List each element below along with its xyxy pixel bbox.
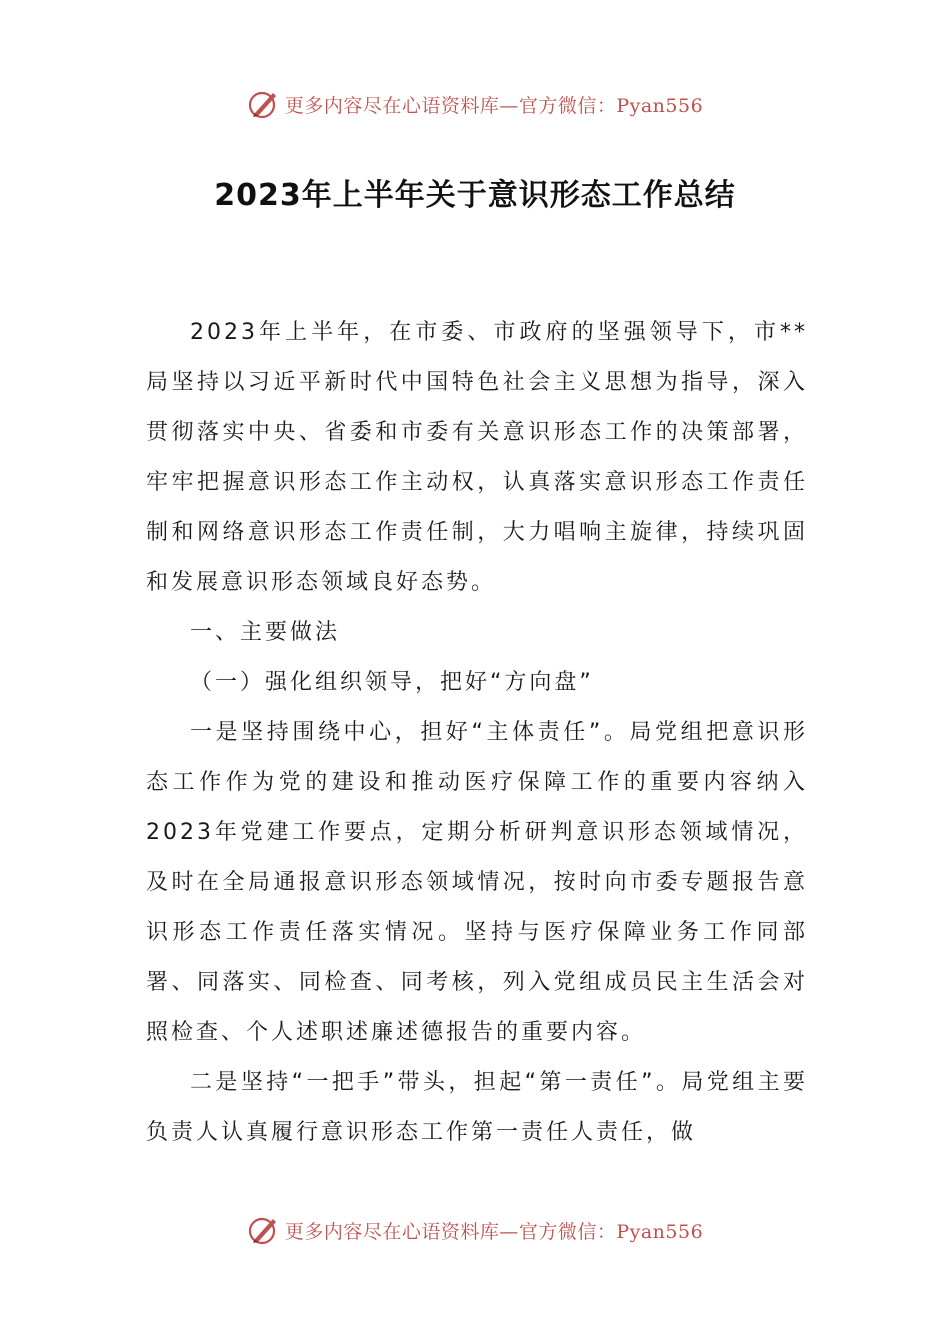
subsection-heading: （一）强化组织领导，把好“方向盘” (190, 670, 594, 695)
watermark-header (0, 84, 950, 124)
paragraph-point-one: 一是坚持围绕中心，担好“主体责任”。局党组把意识形态工作作为党的建设和推动医疗保障工作的重要内容纳入2023年党建工作要点，定期分析研判意识形态领域情况，及时在全局通报意识形态领域情况，按时向市委专题报告意识形态工作责任落实情况。坚持与医疗保障业务工作同部署、同落实、同检查、同考核，列入党组成员民主生活会对照检查、个人述职述廉述德报告的重要内容。 (146, 720, 808, 1045)
watermark-text: 更多内容尽在心语资料库—官方微信：Pyan556 (284, 94, 704, 117)
paragraph-intro: 2023年上半年，在市委、市政府的坚强领导下，市**局坚持以习近平新时代中国特色社会主义思想为指导，深入贯彻落实中央、省委和市委有关意识形态工作的决策部署，牢牢把握意识形态工作主动权，认真落实意识形态工作责任制和网络意识形态工作责任制，大力唱响主旋律，持续巩固和发展意识形态领域良好态势。 (146, 320, 808, 595)
section-heading: 一、主要做法 (190, 620, 341, 645)
watermark-text: 更多内容尽在心语资料库—官方微信：Pyan556 (284, 1220, 704, 1243)
pen-logo-icon (247, 87, 281, 121)
paragraph-point-two: 二是坚持“一把手”带头，担起“第一责任”。局党组主要负责人认真履行意识形态工作第一责任人责任，做 (146, 1070, 808, 1145)
watermark-footer (0, 1210, 950, 1250)
document-title: 2023年上半年关于意识形态工作总结 (214, 178, 736, 213)
document-body (146, 308, 808, 1158)
pen-logo-icon (247, 1213, 281, 1247)
